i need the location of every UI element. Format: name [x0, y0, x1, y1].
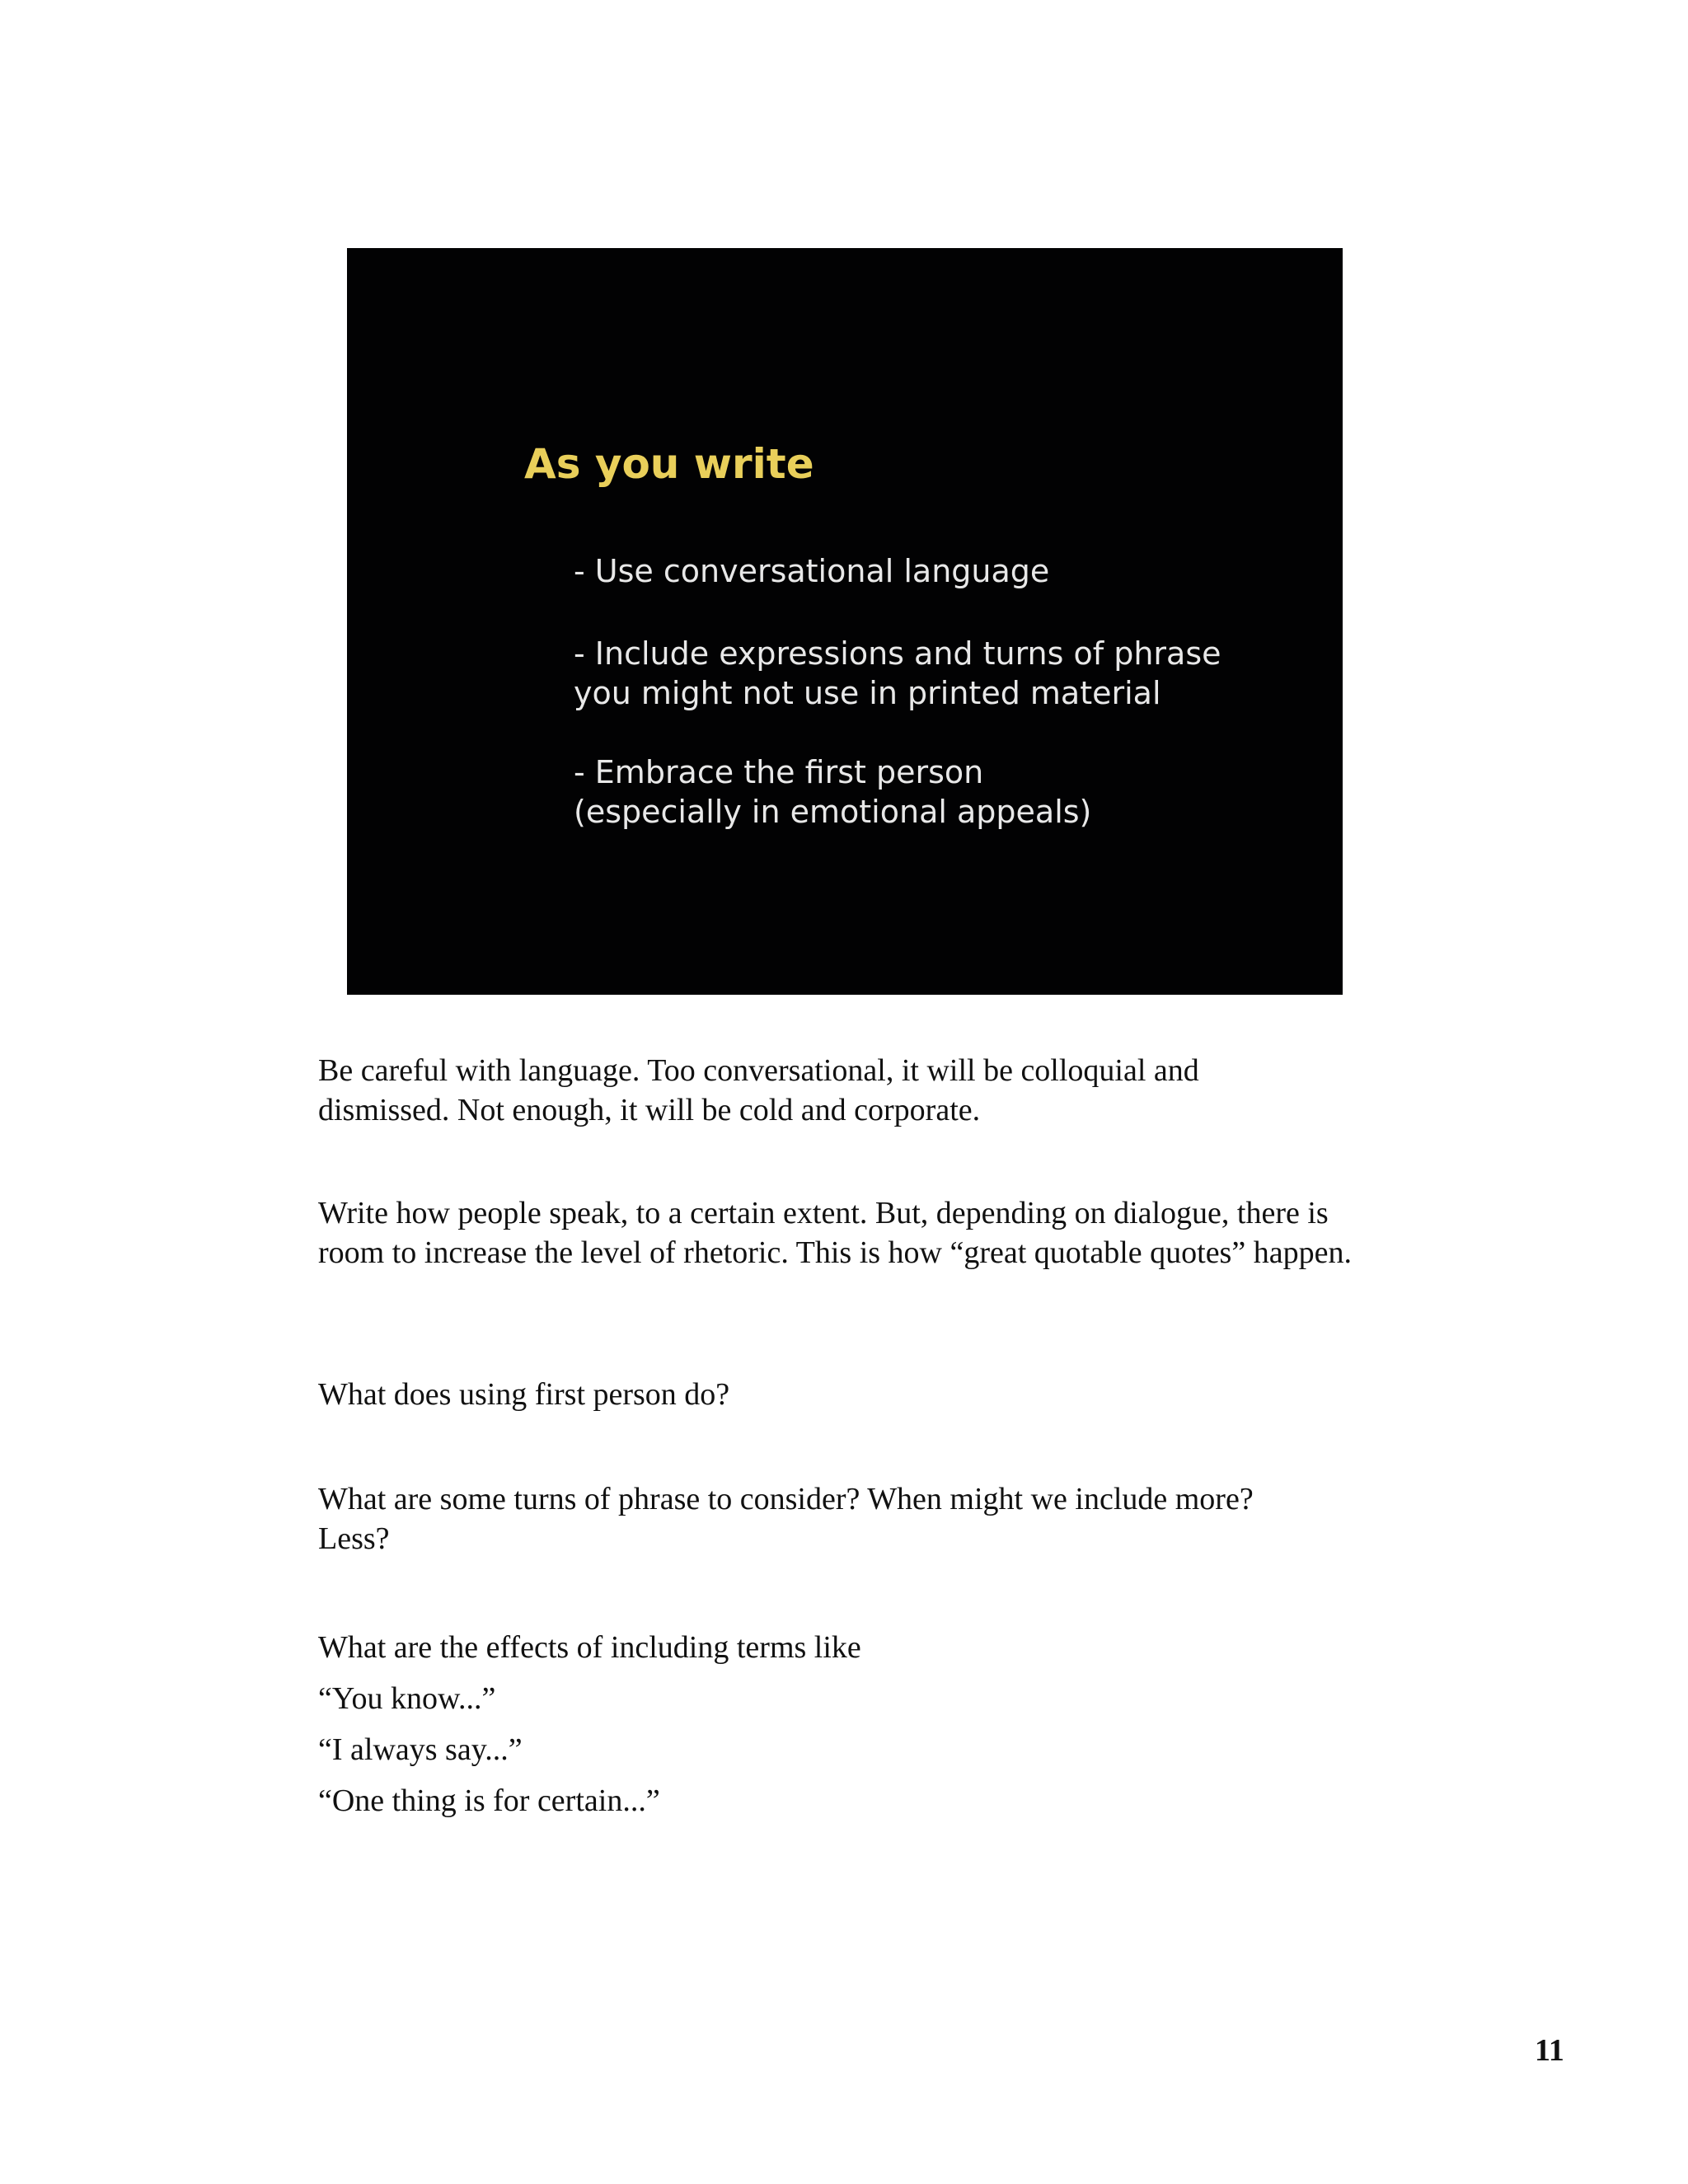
example-phrase: “One thing is for certain...” [318, 1783, 660, 1818]
slide-title: As you write [524, 440, 814, 488]
example-phrase: “I always say...” [318, 1732, 523, 1767]
question-text: What are some turns of phrase to consider? When might we include more? Less? [318, 1482, 1254, 1556]
paragraph-how-people-speak [318, 1193, 1406, 1272]
slide-bullet-expressions: - Include expressions and turns of phrase you might not use in printed material [574, 635, 1221, 711]
page-number: 11 [1535, 2033, 1564, 2068]
presentation-slide [347, 248, 1343, 995]
question-first-person [318, 1375, 1406, 1414]
example-phrase: “You know...” [318, 1681, 496, 1716]
paragraph-text: Be careful with language. Too conversational, it will be colloquial and dismissed. Not enough, it will be cold and corporate. [318, 1053, 1199, 1127]
slide-bullet-first-person: - Embrace the first person (especially in emotional appeals) [574, 754, 1092, 830]
paragraph-text: Write how people speak, to a certain extent. But, depending on dialogue, there is room to increase the level of rhetoric. This is how “great quotable quotes” happen. [318, 1196, 1352, 1270]
slide-bullet-conversational-language: - Use conversational language [574, 553, 1050, 589]
question-text: What does using first person do? [318, 1377, 730, 1412]
question-effects-of-terms [318, 1622, 1406, 1826]
paragraph-language-caution [318, 1051, 1406, 1130]
question-turns-of-phrase [318, 1479, 1406, 1558]
question-intro: What are the effects of including terms like [318, 1630, 861, 1665]
